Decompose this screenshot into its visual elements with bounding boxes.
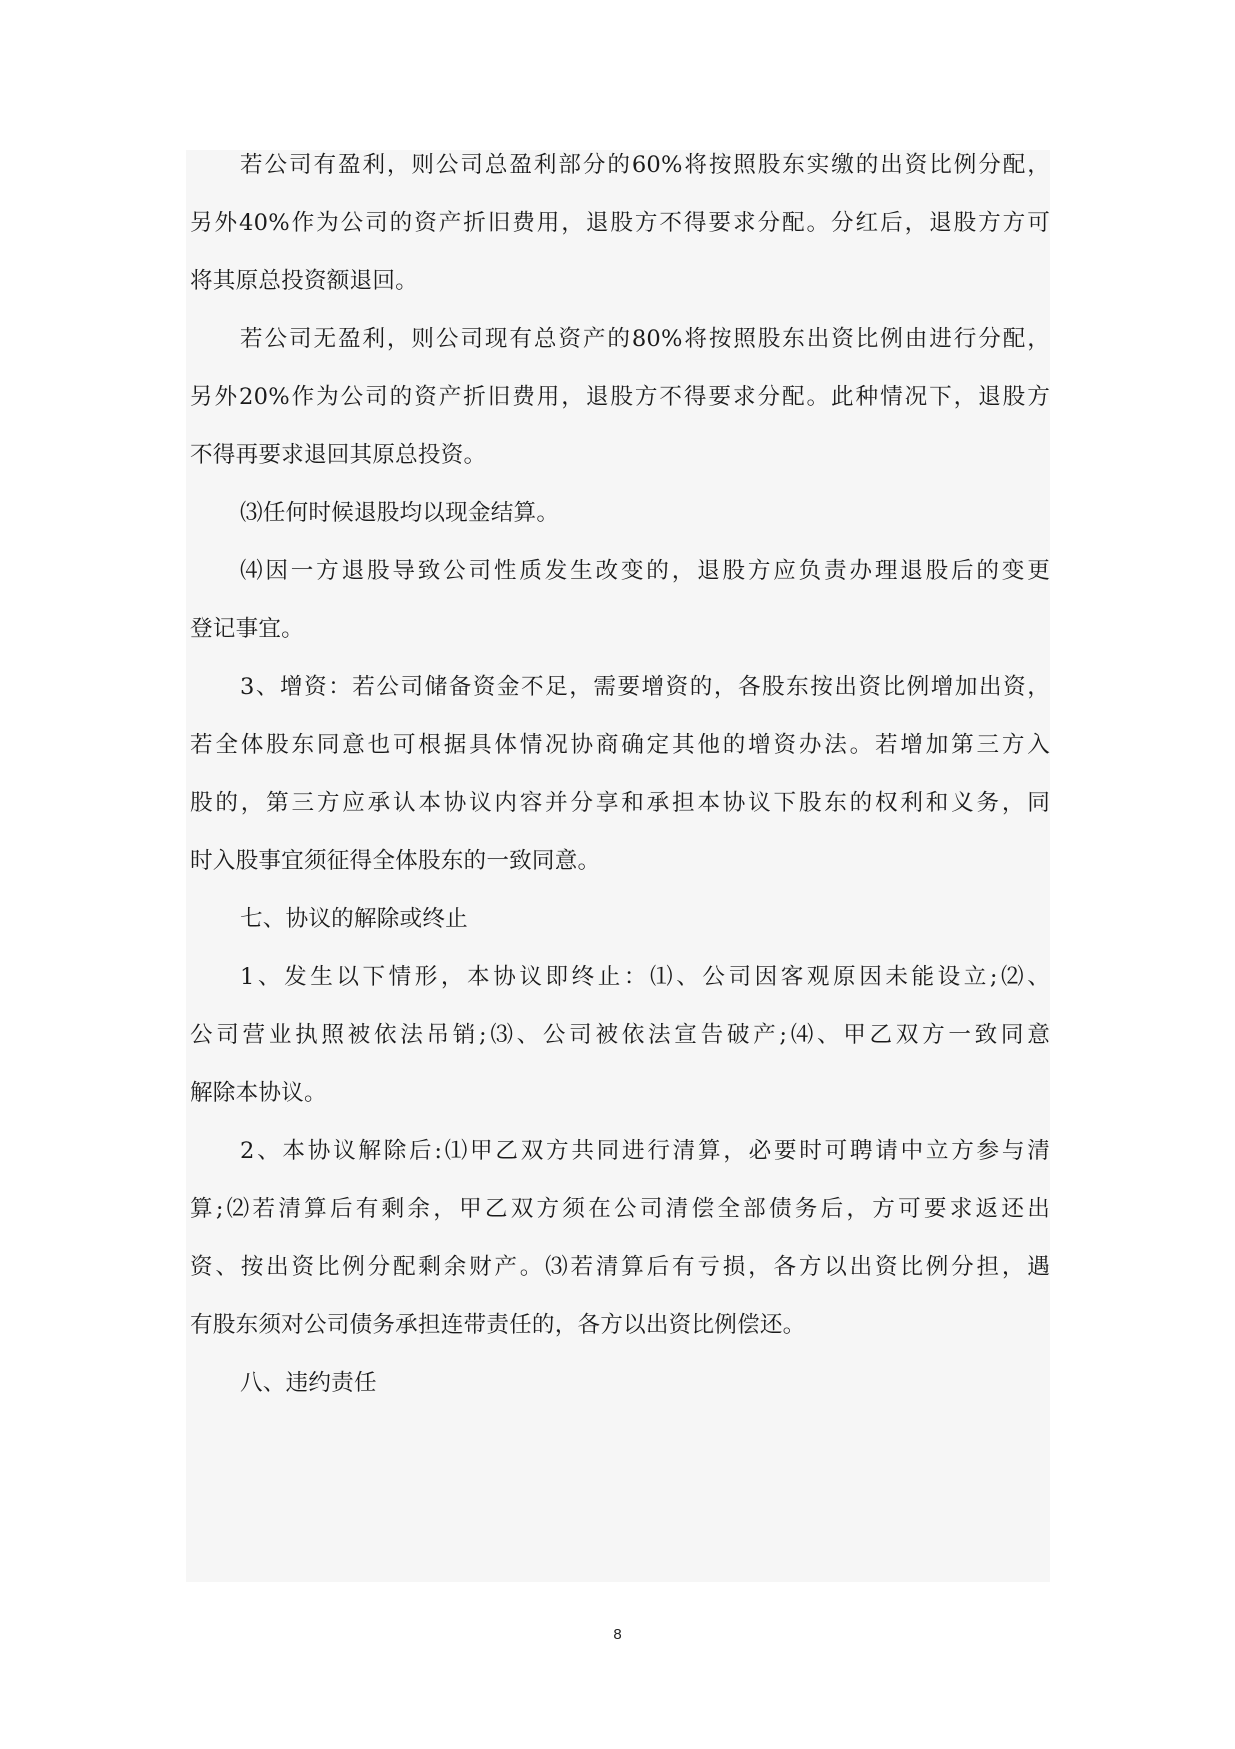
paragraph-line: 时入股事宜须征得全体股东的一致同意。 bbox=[190, 848, 601, 874]
paragraph-line: 解除本协议。 bbox=[190, 1080, 327, 1106]
paragraph-line: 资、按出资比例分配剩余财产。⑶若清算后有亏损，各方以出资比例分担，遇 bbox=[190, 1254, 1050, 1280]
paragraph-line: 若公司有盈利，则公司总盈利部分的60%将按照股东实缴的出资比例分配， bbox=[240, 152, 1050, 178]
page-number: 8 bbox=[613, 1626, 622, 1643]
paragraph-line: 不得再要求退回其原总投资。 bbox=[190, 442, 487, 468]
paragraph-line: 算;⑵若清算后有剩余，甲乙双方须在公司清偿全部债务后，方可要求返还出 bbox=[190, 1196, 1050, 1222]
paragraph-line: 登记事宜。 bbox=[190, 616, 304, 642]
paragraph-line: 将其原总投资额退回。 bbox=[190, 268, 418, 294]
paragraph-line: 股的，第三方应承认本协议内容并分享和承担本协议下股东的权利和义务，同 bbox=[190, 790, 1050, 816]
paragraph-line: 1、发生以下情形，本协议即终止：⑴、公司因客观原因未能设立;⑵、 bbox=[240, 964, 1050, 990]
paragraph-line: 3、增资：若公司储备资金不足，需要增资的，各股东按出资比例增加出资， bbox=[240, 674, 1050, 700]
paragraph-line: 有股东须对公司债务承担连带责任的，各方以出资比例偿还。 bbox=[190, 1312, 806, 1338]
section-heading: 七、协议的解除或终止 bbox=[240, 906, 468, 932]
paragraph-line: 公司营业执照被依法吊销;⑶、公司被依法宣告破产;⑷、甲乙双方一致同意 bbox=[190, 1022, 1050, 1048]
paragraph-line: ⑶任何时候退股均以现金结算。 bbox=[240, 500, 560, 526]
paragraph-line: 另外20%作为公司的资产折旧费用，退股方不得要求分配。此种情况下，退股方 bbox=[190, 384, 1050, 410]
section-heading: 八、违约责任 bbox=[240, 1370, 377, 1396]
paragraph-line: ⑷因一方退股导致公司性质发生改变的，退股方应负责办理退股后的变更 bbox=[240, 558, 1050, 584]
paragraph-line: 另外40%作为公司的资产折旧费用，退股方不得要求分配。分红后，退股方方可 bbox=[190, 210, 1050, 236]
paragraph-line: 若公司无盈利，则公司现有总资产的80%将按照股东出资比例由进行分配， bbox=[240, 326, 1050, 352]
paragraph-line: 2、本协议解除后:⑴甲乙双方共同进行清算，必要时可聘请中立方参与清 bbox=[240, 1138, 1050, 1164]
paragraph-line: 若全体股东同意也可根据具体情况协商确定其他的增资办法。若增加第三方入 bbox=[190, 732, 1050, 758]
